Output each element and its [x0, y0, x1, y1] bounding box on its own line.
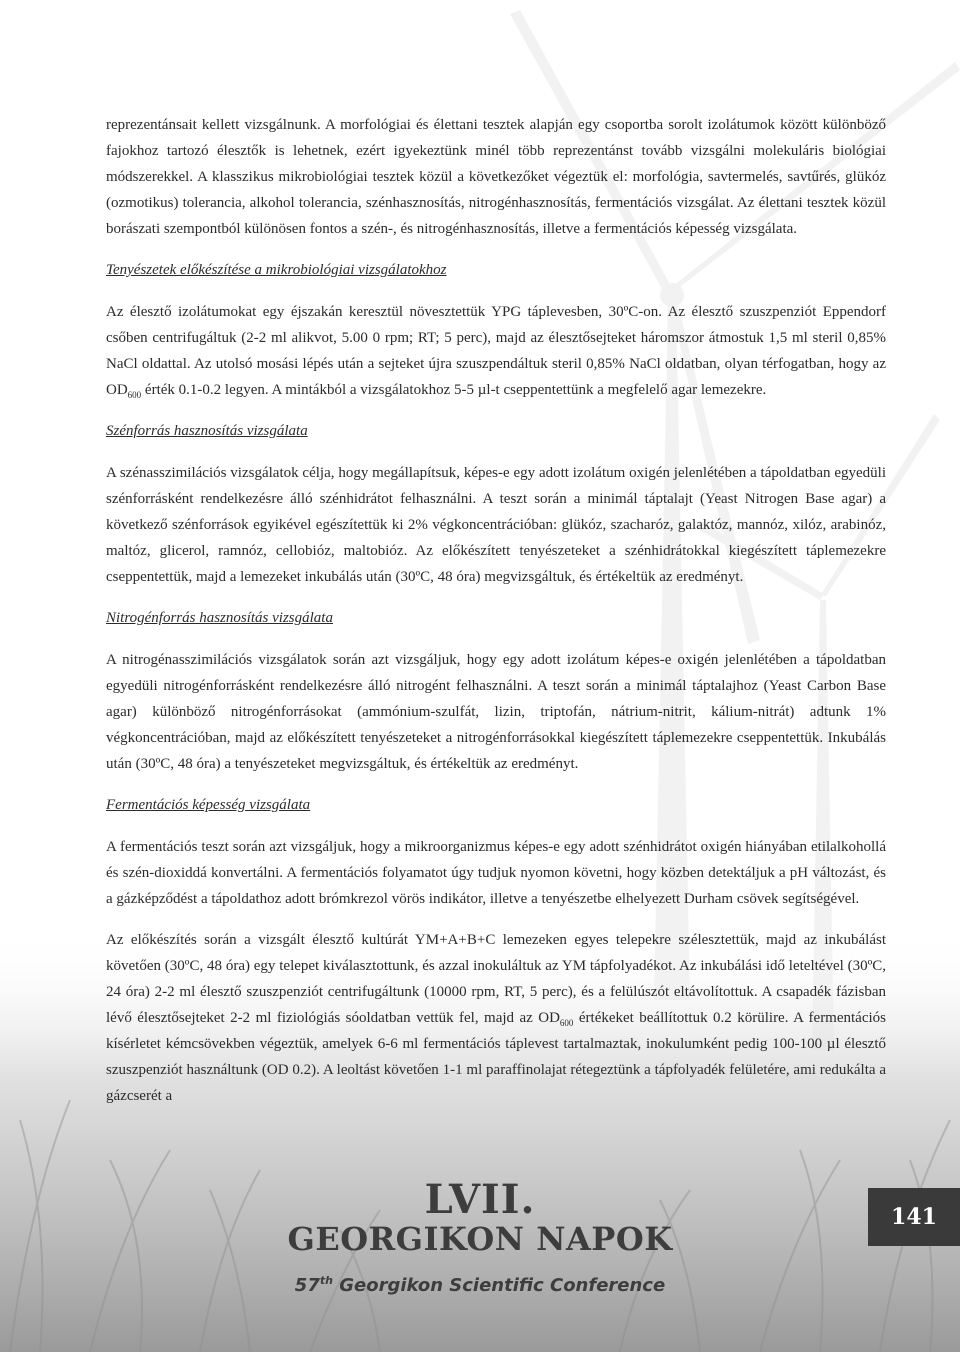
conference-footer: [0, 1170, 960, 1352]
conf-number: 57: [294, 1275, 320, 1296]
text-span: Az élesztő izolátumokat egy éjszakán keresztül növesztettük YPG táplevesben, 30ºC-on. Az élesztő szuszpenziót Eppendorf csőben centrifugáltuk (2-2 ml alikvot, 5.00 0 rpm; RT; 5 perc), majd az élesztősejteket háromszor átmostuk 1,5 ml steril 0,85% NaCl oldattal. Az utolsó mosási lépés után a sejteket újra szuszpendáltuk steril 0,85% NaCl oldatban, olyan térfogatban, hogy az OD: [106, 304, 886, 398]
paragraph: A fermentációs teszt során azt vizsgáljuk, hogy a mikroorganizmus képes-e egy adott szénhidrátot oxigén hiányában etilalkohollá és szén-dioxiddá konvertálni. A fermentációs folyamatot úgy tudjuk nyomon követni, hogy közben detektáljuk a pH változást, és a gázképződést a tápoldathoz adott brómkrezol vörös indikátor, illetve a tenyészetbe elhelyezett Durham csövek segítségével.: [106, 839, 886, 907]
paragraph: reprezentánsait kellett vizsgálnunk. A morfológiai és élettani tesztek alapján egy csoportba sorolt izolátumok között különböző fajokhoz tartozó élesztők is lehetnek, ezért igyekeztünk minél több reprezentánst tovább vizsgálni molekuláris biológiai módszerekkel. A klasszikus mikrobiológiai tesztek közül a következőket végeztük el: morfológia, savtermelés, savtűrés, glükóz (ozmotikus) tolerancia, alkohol tolerancia, szénhasznosítás, nitrogénhasznosítás, fermentációs vizsgálat. Az élettani tesztek közül borászati szempontból különösen fontos a szén-, és nitrogénhasznosítás, illetve a fermentációs képesség vizsgálata.: [106, 117, 886, 237]
section-heading: Tenyészetek előkészítése a mikrobiológiai vizsgálatokhoz: [106, 262, 447, 278]
article-body: [106, 112, 886, 1109]
page-number: 141: [891, 1204, 937, 1230]
text-span: érték 0.1-0.2 legyen. A mintákból a vizsgálatokhoz 5-5 µl-t cseppentettünk a megfelelő agar lemezekre.: [141, 382, 767, 398]
paragraph: [106, 927, 886, 1109]
text-span: Az előkészítés során a vizsgált élesztő kultúrát YM+A+B+C lemezeken egyes telepekre szélesztettük, majd az inkubálást követően (30ºC, 48 óra) egy telepet kiválasztottunk, és azzal inokuláltuk az YM tápfolyadékot. Az inkubálási idő leteltével (30ºC, 24 óra) 2-2 ml élesztő szuszpenziót centrifugáltunk (10000 rpm, RT, 5 perc), és a felülúszót eltávolítottuk. A csapadék fázisban lévő élesztősejteket 2-2 ml fiziológiás sóoldatban vettük fel, majd az OD: [106, 932, 886, 1026]
section-heading: Fermentációs képesség vizsgálata: [106, 797, 311, 813]
paragraph: [106, 299, 886, 403]
conf-ordinal: th: [319, 1274, 333, 1287]
edition-number: LVII.: [424, 1176, 536, 1223]
conf-text: Georgikon Scientific Conference: [332, 1275, 666, 1296]
subscript: 600: [127, 390, 142, 400]
subscript: 600: [559, 1018, 574, 1028]
section-heading: Szénforrás hasznosítás vizsgálata: [106, 423, 308, 439]
paragraph: A szénasszimilációs vizsgálatok célja, hogy megállapítsuk, képes-e egy adott izolátum oxigén jelenlétében a tápoldatban egyedüli szénforrásként rendelkezésre álló szénhidrátot felhasználni. A teszt során a minimál táptalajt (Yeast Nitrogen Base agar) a következő szénforrások egyikével egészítettük ki 2% végkoncentrációban: glükóz, szacharóz, galaktóz, mannóz, xilóz, arabinóz, maltóz, glicerol, ramnóz, cellobióz, maltobióz. Az előkészített tenyészeteket a szénhidrátokkal kiegészített táplemezekre cseppentettük, majd a lemezeket inkubálás után (30ºC, 48 óra) megvizsgáltuk, és értékeltük az eredményt.: [106, 465, 886, 585]
conference-title: GEORGIKON NAPOK: [287, 1220, 673, 1258]
conference-subtitle: [0, 1274, 960, 1296]
text-span: értékeket beállítottuk 0.2 körülire. A fermentációs kísérletet kémcsövekben végeztük, amelyek 6-6 ml fermentációs táplevest tartalmaztak, inokulumként pedig 100-100 µl élesztő szuszpenziót használtunk (OD 0.2). A leoltást követően 1-1 ml paraffinolajat rétegeztünk a tápfolyadék felületére, ami redukálta a gázcserét a: [106, 1010, 886, 1104]
section-heading: Nitrogénforrás hasznosítás vizsgálata: [106, 610, 333, 626]
paragraph: A nitrogénasszimilációs vizsgálatok során azt vizsgáljuk, hogy egy adott izolátum képes-e oxigén jelenlétében a tápoldatban egyedüli nitrogénforrásként rendelkezésre álló nitrogént felhasználni. A teszt során a minimál táptalajhoz (Yeast Carbon Base agar) különböző nitrogénforrásokat (ammónium-szulfát, lizin, triptofán, nátrium-nitrit, kálium-nitrát) adtunk 1% végkoncentrációban, majd az előkészített tenyészeteket a nitrogénforrásokkal kiegészített táplemezekre cseppentettük. Inkubálás után (30ºC, 48 óra) a tenyészeteket megvizsgáltuk, és értékeltük az eredményt.: [106, 652, 886, 772]
page-number-badge: [868, 1188, 960, 1246]
